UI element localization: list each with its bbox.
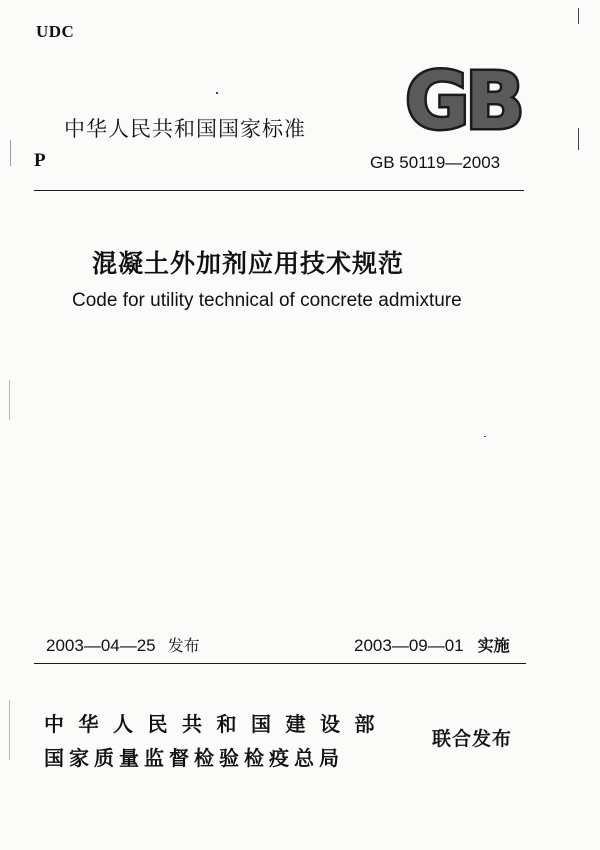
issuer-aqsiq: 国家质量监督检验检疫总局 [44,746,344,770]
scan-mark [484,436,486,437]
title-english: Code for utility technical of concrete admixture [72,290,462,311]
implement-date: 2003—09—01 [354,636,464,655]
title-chinese: 混凝土外加剂应用技术规范 [92,249,405,278]
issue-label: 发布 [167,636,200,655]
udc-label: UDC [36,22,75,41]
scan-mark [9,380,10,420]
joint-issue-label: 联合发布 [432,728,513,750]
implement-label: 实施 [477,636,510,655]
implement-date-line [354,633,510,656]
issue-date: 2003—04—25 [46,636,156,655]
scan-mark [9,700,10,760]
national-standard-name: 中华人民共和国国家标准 [64,117,306,141]
scan-mark [578,8,579,24]
footer-rule [34,663,526,664]
issue-date-line [46,633,200,656]
gb-logo-text: GB [405,62,521,138]
header-rule [34,190,524,191]
scan-mark [10,140,11,166]
category-code: P [34,150,46,171]
issuer-ministry: 中华人民共和国建设部 [44,712,389,736]
gb-logo [396,62,530,138]
standard-number: GB 50119—2003 [370,153,501,172]
scan-mark [216,92,218,94]
scan-mark [578,128,579,150]
